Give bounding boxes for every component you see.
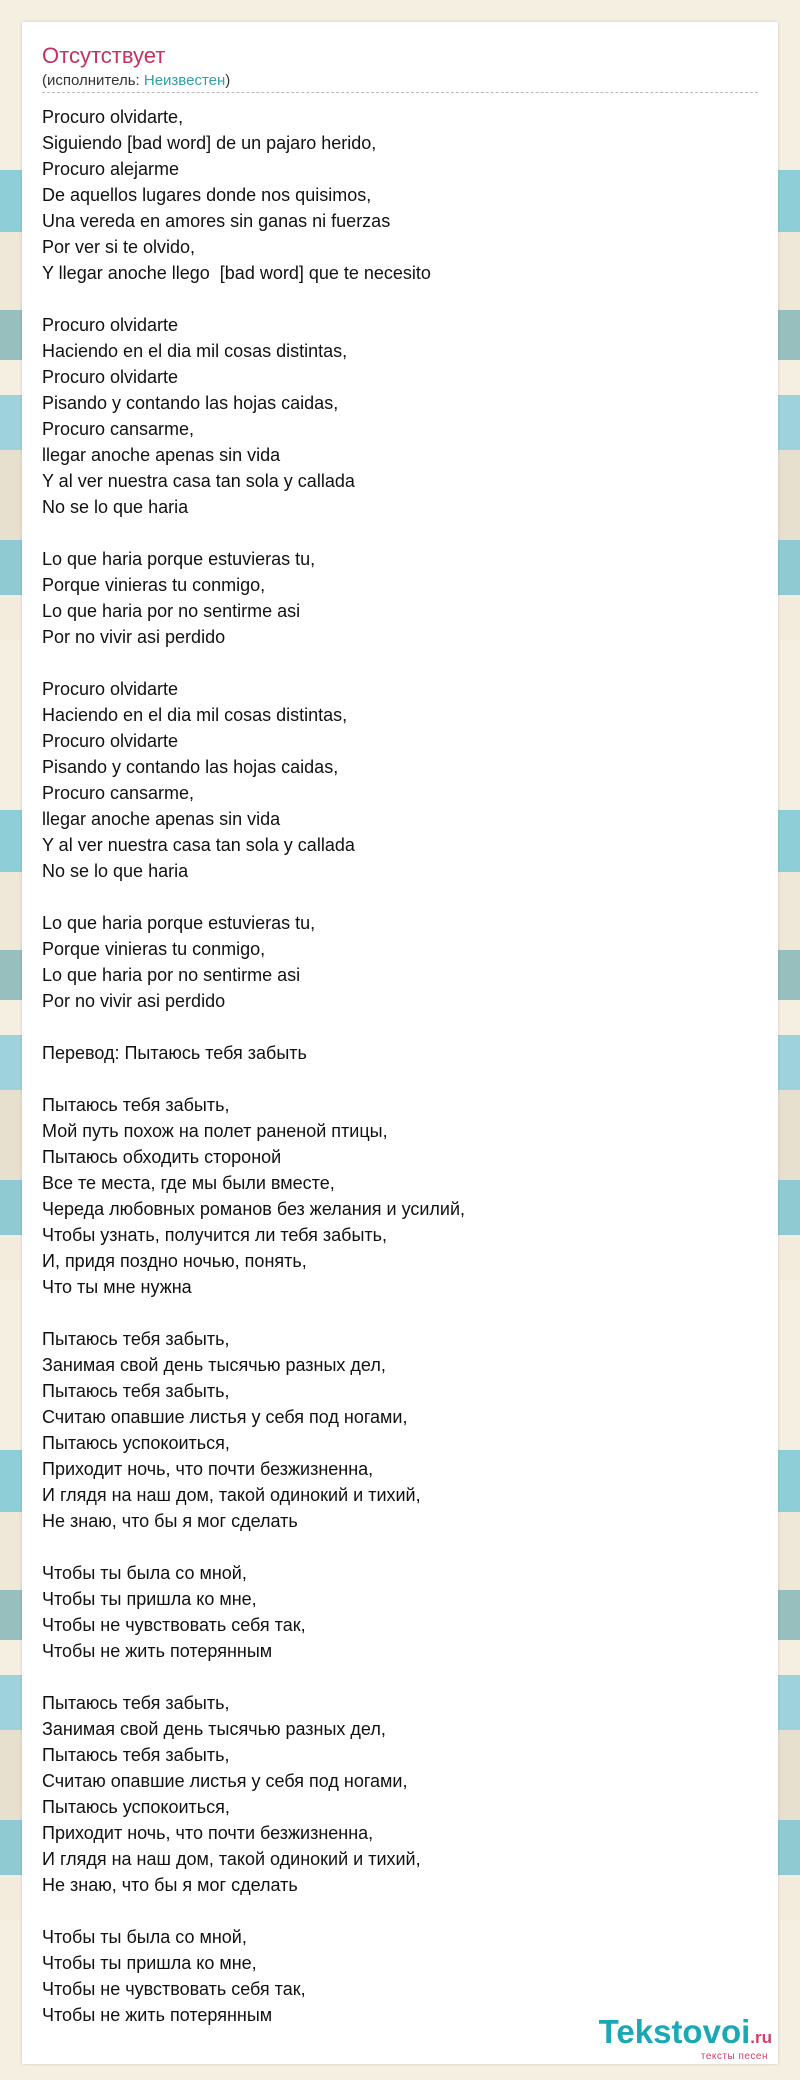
lyrics-line: Siguiendo [bad word] de un pajaro herido, [42,133,377,153]
lyrics-line: Lo que haria porque estuvieras tu, [42,549,316,569]
lyrics-line: Por ver si te olvido, [42,237,196,257]
lyrics-line: Считаю опавшие листья у себя под ногами, [42,1771,408,1791]
site-logo[interactable] [599,2015,772,2062]
lyrics-stanza [42,104,762,286]
lyrics-line: Por no vivir asi perdido [42,991,226,1011]
artist-line [42,72,230,90]
lyrics-line: Занимая свой день тысячью разных дел, [42,1719,386,1739]
lyrics-line: Lo que haria por no sentirme asi [42,601,301,621]
lyrics-line: Procuro olvidarte [42,315,179,335]
lyrics-line: Все те места, где мы были вместе, [42,1173,335,1193]
lyrics-line: Чтобы ты была со мной, [42,1927,247,1947]
lyrics-line: Procuro olvidarte [42,731,179,751]
artist-link[interactable]: Неизвестен [143,72,226,89]
lyrics-line: Пытаюсь тебя забыть, [42,1095,230,1115]
logo-tagline: тексты песен [700,2051,768,2062]
lyrics-line: Procuro olvidarte, [42,107,184,127]
lyrics-line: Чтобы ты пришла ко мне, [42,1953,257,1973]
lyrics-stanza [42,1690,762,1898]
lyrics-line: И, придя поздно ночью, понять, [42,1251,307,1271]
lyrics-line: Чтобы ты была со мной, [42,1563,247,1583]
lyrics-line: Pisando y contando las hojas caidas, [42,393,339,413]
lyrics-line: Чтобы ты пришла ко мне, [42,1589,257,1609]
lyrics-line: Приходит ночь, что почти безжизненна, [42,1823,374,1843]
lyrics-line: Procuro alejarme [42,159,180,179]
lyrics-line: Пытаюсь тебя забыть, [42,1745,230,1765]
logo-tld: .ru [750,2028,772,2047]
lyrics-line: Lo que haria porque estuvieras tu, [42,913,316,933]
lyrics-line: Мой путь похож на полет раненой птицы, [42,1121,388,1141]
lyrics-line: llegar anoche apenas sin vida [42,445,281,465]
lyrics-line: Пытаюсь обходить стороной [42,1147,282,1167]
logo-main-text: Tekstovoi [598,2013,751,2050]
lyrics-stanza [42,1092,762,1300]
artist-suffix: ) [225,72,231,89]
lyrics-stanza [42,312,762,520]
lyrics-line: Чтобы не чувствовать себя так, [42,1979,306,1999]
lyrics-line: Считаю опавшие листья у себя под ногами, [42,1407,408,1427]
lyrics-line: llegar anoche apenas sin vida [42,809,281,829]
lyrics-line: Занимая свой день тысячью разных дел, [42,1355,386,1375]
lyrics-line: Una vereda en amores sin ganas ni fuerzas [42,211,391,231]
lyrics-line: И глядя на наш дом, такой одинокий и тихий, [42,1849,421,1869]
lyrics-line: Перевод: Пытаюсь тебя забыть [42,1043,307,1063]
lyrics-line: Приходит ночь, что почти безжизненна, [42,1459,374,1479]
lyrics-line: Пытаюсь тебя забыть, [42,1693,230,1713]
lyrics-line: Porque vinieras tu conmigo, [42,575,266,595]
lyrics-line: Пытаюсь успокоиться, [42,1433,230,1453]
lyrics-text [42,104,762,2054]
lyrics-stanza [42,676,762,884]
lyrics-line: Haciendo en el dia mil cosas distintas, [42,705,348,725]
lyrics-card [22,22,778,2064]
lyrics-line: No se lo que haria [42,497,189,517]
lyrics-line: Пытаюсь тебя забыть, [42,1381,230,1401]
song-title: Отсутствует [42,43,166,68]
lyrics-line: Procuro olvidarte [42,367,179,387]
lyrics-line: Череда любовных романов без желания и усилий, [42,1199,466,1219]
lyrics-line: И глядя на наш дом, такой одинокий и тихий, [42,1485,421,1505]
lyrics-line: Не знаю, что бы я мог сделать [42,1511,298,1531]
artist-prefix: (исполнитель: [42,72,144,89]
lyrics-line: De aquellos lugares donde nos quisimos, [42,185,372,205]
lyrics-line: Procuro olvidarte [42,679,179,699]
lyrics-stanza [42,1326,762,1534]
lyrics-line: Пытаюсь успокоиться, [42,1797,230,1817]
lyrics-line: Porque vinieras tu conmigo, [42,939,266,959]
lyrics-line: Чтобы не жить потерянным [42,2005,273,2025]
lyrics-line: Чтобы узнать, получится ли тебя забыть, [42,1225,388,1245]
logo-wordmark [599,2015,772,2055]
lyrics-line: Procuro cansarme, [42,783,195,803]
lyrics-line: No se lo que haria [42,861,189,881]
lyrics-stanza [42,1040,762,1066]
lyrics-line: Не знаю, что бы я мог сделать [42,1875,298,1895]
title-divider [42,92,758,93]
lyrics-line: Чтобы не жить потерянным [42,1641,273,1661]
lyrics-line: Pisando y contando las hojas caidas, [42,757,339,777]
lyrics-line: Y al ver nuestra casa tan sola y callada [42,471,355,491]
lyrics-line: Y llegar anoche llego [bad word] que te necesito [42,263,431,283]
lyrics-stanza [42,910,762,1014]
lyrics-line: Por no vivir asi perdido [42,627,226,647]
lyrics-line: Haciendo en el dia mil cosas distintas, [42,341,348,361]
lyrics-line: Procuro cansarme, [42,419,195,439]
lyrics-line: Lo que haria por no sentirme asi [42,965,301,985]
lyrics-stanza [42,546,762,650]
lyrics-line: Y al ver nuestra casa tan sola y callada [42,835,355,855]
lyrics-line: Что ты мне нужна [42,1277,192,1297]
lyrics-line: Пытаюсь тебя забыть, [42,1329,230,1349]
lyrics-stanza [42,1560,762,1664]
lyrics-line: Чтобы не чувствовать себя так, [42,1615,306,1635]
